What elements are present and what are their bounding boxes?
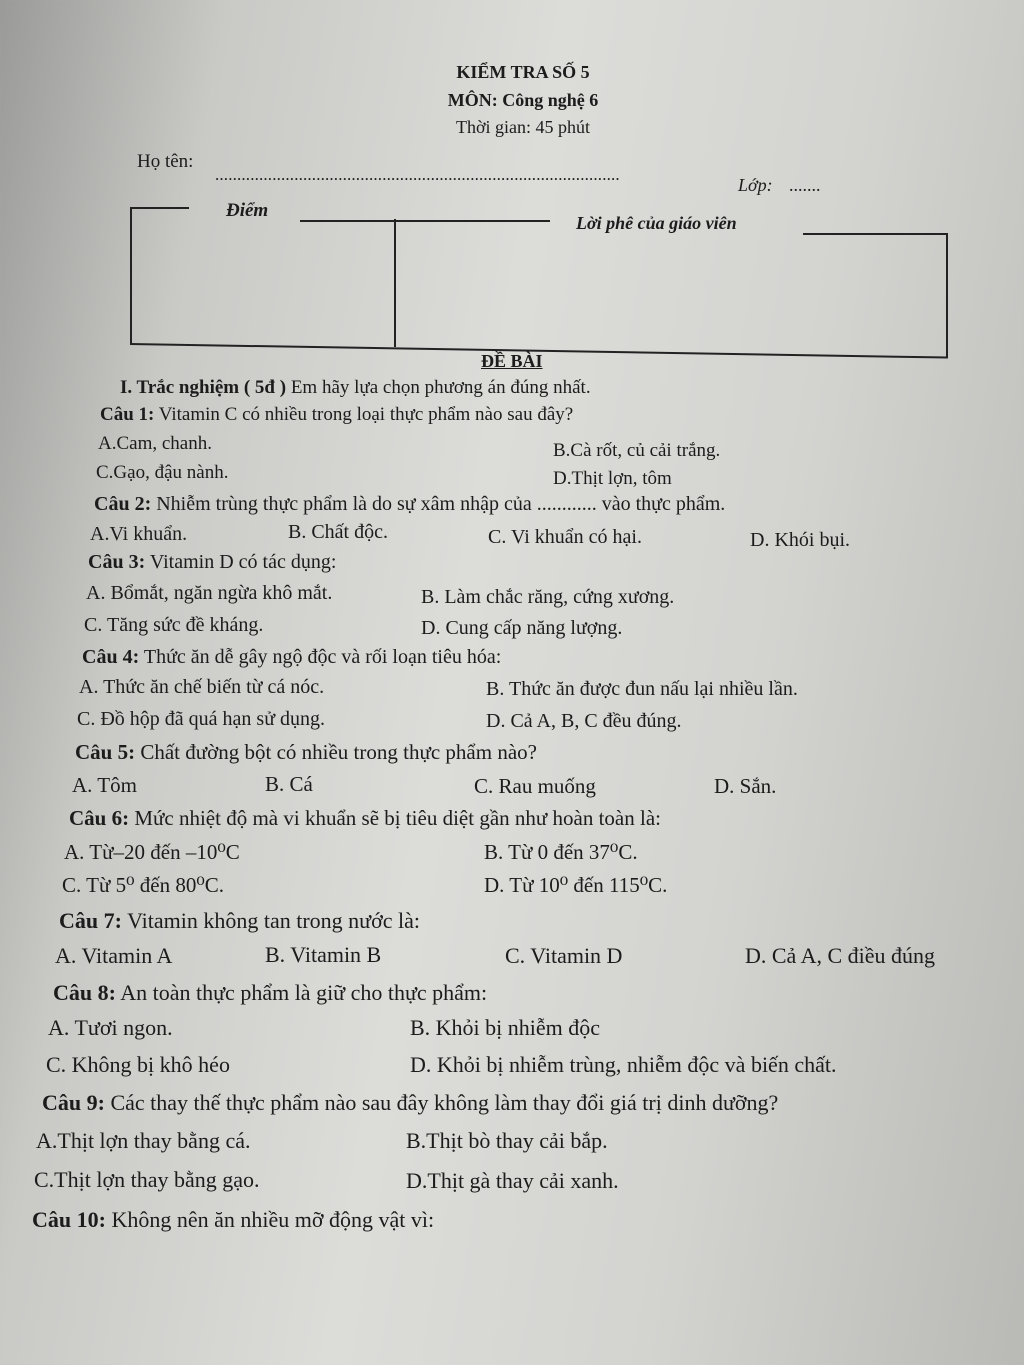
q4-option-d[interactable]: D. Cả A, B, C đều đúng. [486, 710, 682, 732]
q3-option-b[interactable]: B. Làm chắc răng, cứng xương. [421, 586, 675, 608]
q5-option-b[interactable]: B. Cá [265, 772, 313, 796]
name-field[interactable]: ............................................................................................ [215, 165, 620, 184]
q8-option-d[interactable]: D. Khỏi bị nhiễm trùng, nhiễm độc và biến chất. [410, 1052, 837, 1077]
q6-option-a[interactable]: A. Từ–20 đến –10⁰C [64, 840, 240, 864]
q4-option-b[interactable]: B. Thức ăn được đun nấu lại nhiều lần. [486, 678, 798, 700]
q8-option-b[interactable]: B. Khỏi bị nhiễm độc [410, 1015, 601, 1040]
teacher-comment-label: Lời phê của giáo viên [576, 213, 737, 233]
q4-option-a[interactable]: A. Thức ăn chế biến từ cá nóc. [79, 676, 325, 698]
q5-option-a[interactable]: A. Tôm [72, 773, 137, 797]
q7-option-a[interactable]: A. Vitamin A [55, 943, 173, 968]
subject-line [0, 90, 1024, 111]
subject-value: Công nghệ 6 [502, 90, 599, 110]
subject-label: MÔN: [447, 90, 498, 110]
q2-option-a[interactable]: A.Vi khuẩn. [90, 523, 188, 545]
q1-option-c[interactable]: C.Gạo, đậu nành. [96, 462, 229, 483]
exam-title: KIỂM TRA SỐ 5 [456, 62, 590, 82]
q1-option-b[interactable]: B.Cà rốt, củ cải trắng. [553, 440, 721, 461]
q9-option-a[interactable]: A.Thịt lợn thay bằng cá. [36, 1128, 251, 1153]
question-9: Câu 9: Các thay thế thực phẩm nào sau đây không làm thay đổi giá trị dinh dưỡng? [42, 1090, 779, 1115]
question-8: Câu 8: An toàn thực phẩm là giữ cho thực phẩm: [53, 980, 488, 1005]
q9-option-b[interactable]: B.Thịt bò thay cải bắp. [406, 1128, 608, 1153]
q2-option-c[interactable]: C. Vi khuẩn có hại. [488, 526, 642, 548]
q8-option-c[interactable]: C. Không bị khô héo [46, 1052, 230, 1077]
question-10: Câu 10: Không nên ăn nhiều mỡ động vật vì: [32, 1207, 435, 1232]
q7-option-d[interactable]: D. Cả A, C điều đúng [745, 943, 936, 968]
q6-option-c[interactable]: C. Từ 5⁰ đến 80⁰C. [62, 873, 225, 897]
question-3: Câu 3: Vitamin D có tác dụng: [88, 551, 337, 573]
q4-option-c[interactable]: C. Đồ hộp đã quá hạn sử dụng. [77, 708, 326, 730]
exam-heading: ĐỀ BÀI [481, 351, 543, 371]
question-4: Câu 4: Thức ăn dễ gây ngộ độc và rối loạn tiêu hóa: [82, 646, 502, 668]
question-1: Câu 1: Vitamin C có nhiều trong loại thực phẩm nào sau đây? [100, 404, 574, 425]
q5-option-c[interactable]: C. Rau muống [474, 774, 596, 798]
exam-time: Thời gian: 45 phút [455, 117, 590, 137]
question-5: Câu 5: Chất đường bột có nhiều trong thực phẩm nào? [75, 740, 537, 764]
q1-option-d[interactable]: D.Thịt lợn, tôm [553, 468, 672, 489]
question-6: Câu 6: Mức nhiệt độ mà vi khuẩn sẽ bị tiêu diệt gần như hoàn toàn là: [69, 806, 661, 830]
q3-option-a[interactable]: A. Bổmắt, ngăn ngừa khô mắt. [86, 582, 333, 604]
q7-option-b[interactable]: B. Vitamin B [265, 942, 382, 967]
class-field[interactable]: ....... [789, 175, 821, 195]
q9-option-d[interactable]: D.Thịt gà thay cải xanh. [406, 1168, 619, 1193]
q9-option-c[interactable]: C.Thịt lợn thay bằng gạo. [34, 1167, 260, 1192]
q8-option-a[interactable]: A. Tươi ngon. [48, 1015, 173, 1040]
question-7: Câu 7: Vitamin không tan trong nước là: [59, 908, 420, 933]
name-label: Họ tên: [137, 151, 194, 172]
question-2: Câu 2: Nhiễm trùng thực phẩm là do sự xâm nhập của ............ vào thực phẩm. [94, 493, 726, 515]
q1-option-a[interactable]: A.Cam, chanh. [98, 433, 212, 454]
q5-option-d[interactable]: D. Sắn. [714, 774, 777, 798]
q6-option-b[interactable]: B. Từ 0 đến 37⁰C. [484, 840, 638, 864]
q2-option-b[interactable]: B. Chất độc. [288, 521, 388, 543]
section-1-heading: I. Trắc nghiệm ( 5đ ) Em hãy lựa chọn phương án đúng nhất. [120, 377, 591, 398]
q3-option-d[interactable]: D. Cung cấp năng lượng. [421, 617, 623, 639]
q7-option-c[interactable]: C. Vitamin D [505, 943, 623, 968]
q3-option-c[interactable]: C. Tăng sức đề kháng. [84, 614, 264, 636]
class-label: Lớp: [738, 175, 773, 195]
score-label: Điểm [226, 200, 269, 221]
q2-option-d[interactable]: D. Khói bụi. [750, 529, 850, 551]
q6-option-d[interactable]: D. Từ 10⁰ đến 115⁰C. [484, 873, 668, 897]
